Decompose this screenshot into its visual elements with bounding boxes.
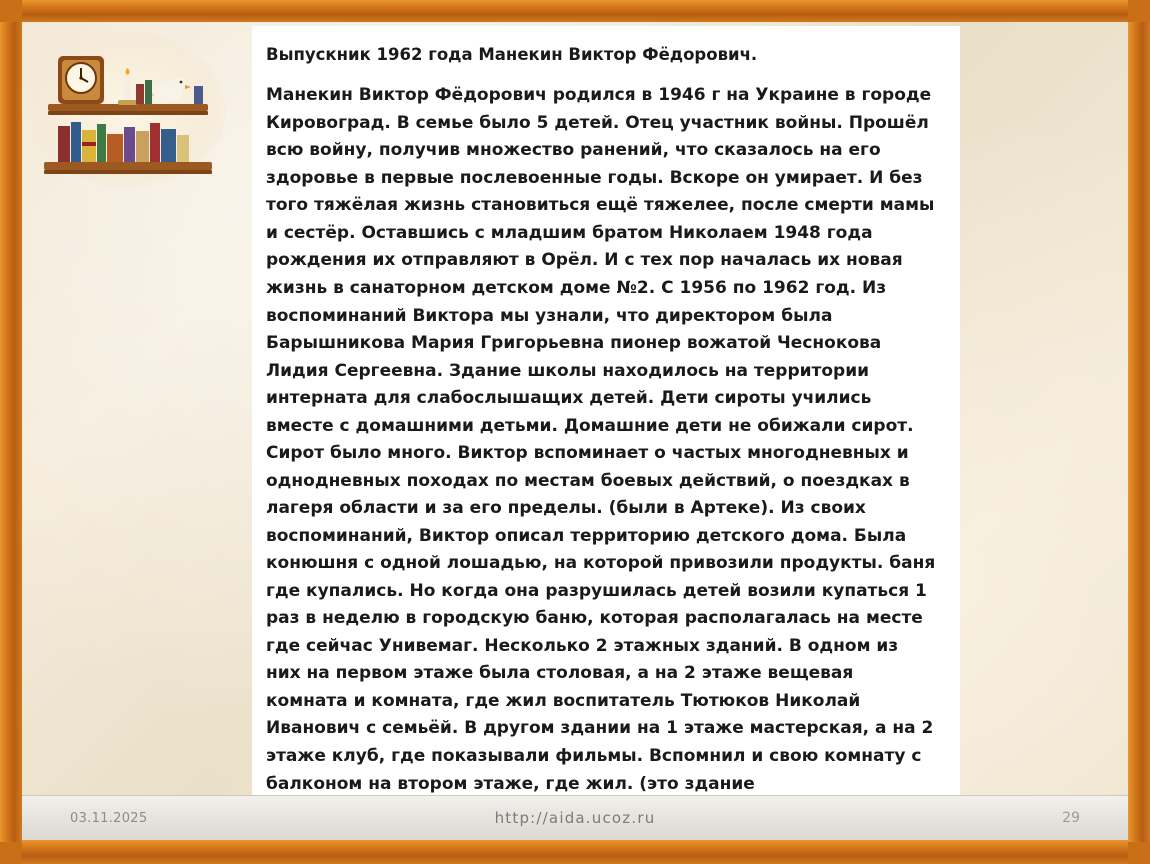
footer-page-number: 29 [1062, 810, 1080, 826]
footer-date: 03.11.2025 [70, 810, 148, 826]
slide-footer [22, 795, 1128, 840]
decorative-border-bottom [0, 840, 1150, 864]
slide-text-panel [252, 26, 960, 812]
decorative-corner-bottom-left [0, 842, 22, 864]
decorative-border-top [0, 0, 1150, 22]
decorative-border-left [0, 0, 22, 864]
decorative-corner-bottom-right [1128, 842, 1150, 864]
bookshelf-with-clock-clipart [28, 30, 228, 190]
footer-url: http://aida.ucoz.ru [494, 809, 656, 827]
page-title: Выпускник 1962 года Манекин Виктор Фёдорович. [266, 45, 758, 64]
decorative-border-right [1128, 0, 1150, 864]
decorative-corner-top-left [0, 0, 22, 22]
body-paragraph: Манекин Виктор Фёдорович родился в 1946 г на Украине в городе Кировоград. В семье было 5 детей. Отец участник войны. Прошёл всю войну, получив множество ранений, что сказалось на его здоровье в первые послевоенные годы. Вскоре он умирает. И без того тяжёлая жизнь становиться ещё тяжелее, после смерти мамы и сестёр. Оставшись с младшим братом Николаем 1948 года рождения их отправляют в Орёл. И с тех пор началась их новая жизнь в санаторном детском доме №2. С 1956 по 1962 год. Из воспоминаний Виктора мы узнали, что директором была Барышникова Мария Григорьевна пионер вожатой Чеснокова Лидия Сергеевна. Здание школы находилось на территории интерната для слабослышащих детей. Дети сироты учились вместе с домашними детьми. Домашние дети не обижали сирот. Сирот было много. Виктор вспоминает о частых многодневных и однодневных походах по местам боевых действий, о поездках в лагеря области и за его пределы. (были в Артеке). Из своих воспоминаний, Виктор описал территорию детского дома. Была конюшня с одной лошадью, на которой привозили продукты. баня где купались. Но когда она разрушилась детей возили купаться 1 раз в неделю в городскую баню, которая располагалась на месте где сейчас Унивемаг. Несколько 2 этажных зданий. В одном из них на первом этаже была столовая, а на 2 этаже вещевая комната и комната, где жил воспитатель Тютюков Николай Иванович с семьёй. В другом здании на 1 этаже мастерская, а на 2 этаже клуб, где показывали фильмы. Вспомнил и свою комнату с балконом на втором этаже, где жил. (это здание [266, 85, 936, 794]
decorative-corner-top-right [1128, 0, 1150, 22]
